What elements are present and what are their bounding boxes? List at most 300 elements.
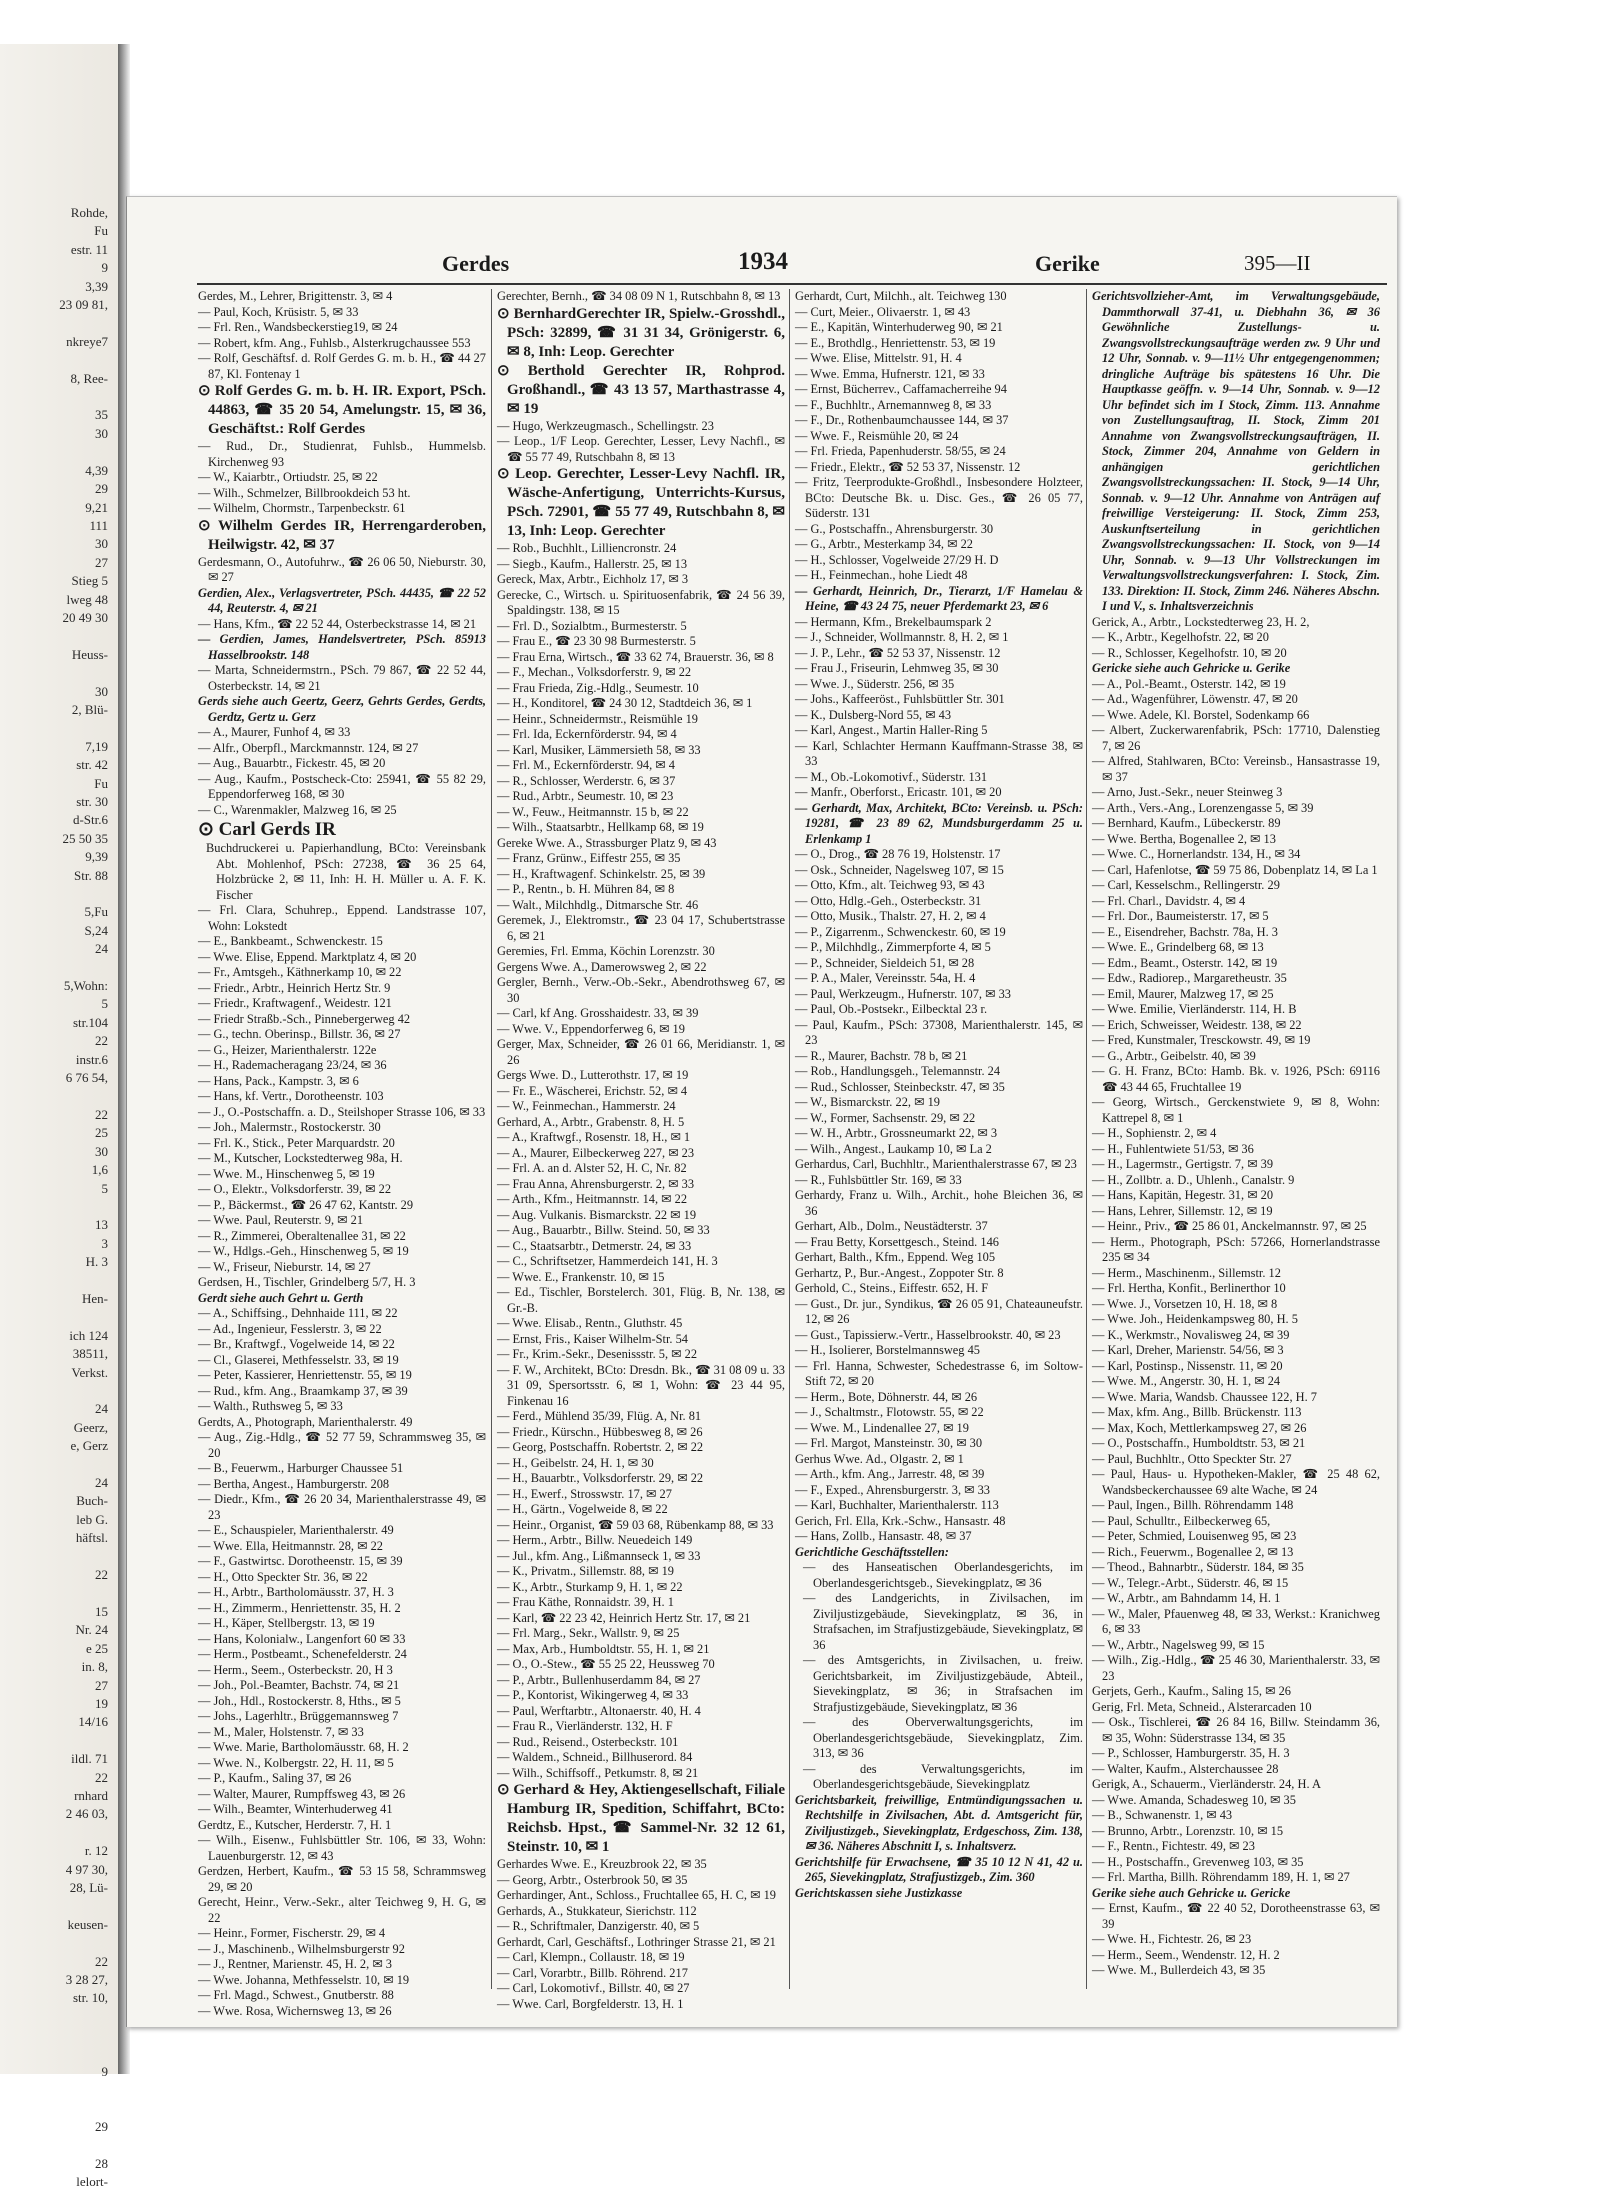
left-page-fragment: Hen- (82, 1290, 108, 1306)
directory-entry: — Friedr., Kürschn., Hübbesweg 8, ✉ 26 (497, 1424, 703, 1439)
directory-entry: — Alfr., Oberpfl., Marckmannstr. 124, ✉ 27 (198, 740, 419, 755)
directory-entry: — Bertha, Angest., Hamburgerstr. 208 (198, 1476, 390, 1491)
directory-page (126, 196, 1397, 2027)
directory-entry: — Fr., Krim.-Sekr., Desenissstr. 5, ✉ 22 (497, 1347, 698, 1361)
directory-entry: — P. A., Maler, Vereinsstr. 54a, H. 4 (795, 971, 976, 985)
directory-entry: — W., Bismarckstr. 22, ✉ 19 (795, 1095, 940, 1109)
directory-entry: — Ferd., Mühlend 35/39, Flüg. A, Nr. 81 (497, 1409, 702, 1423)
directory-entry: Gereck, Max, Arbtr., Eichholz 17, ✉ 3 (497, 572, 689, 586)
left-page-fragment: 3,39 (85, 278, 108, 294)
directory-entry: — Heinr., Former, Fischerstr. 29, ✉ 4 (198, 1926, 386, 1940)
directory-entry: — Wwe. Johanna, Methfesselstr. 10, ✉ 19 (198, 1972, 410, 1987)
directory-entry: ⊙ Wilhelm Gerdes IR, Herrengarderoben, Heilwigstr. 42, ✉ 37 (198, 517, 486, 553)
left-page-fragment: 13 (95, 1217, 108, 1233)
directory-entry: — Edw., Radiorep., Margaretheustr. 35 (1092, 971, 1287, 985)
directory-entry: — Rich., Feuerwm., Bogenallee 2, ✉ 13 (1092, 1544, 1294, 1559)
directory-entry: — G., Postschaffn., Ahrensburgerstr. 30 (795, 521, 994, 536)
directory-entry: — Wwe. Joh., Heidenkampsweg 80, H. 5 (1092, 1312, 1298, 1326)
left-page-fragment: 5 (101, 996, 108, 1012)
directory-entry: Buchdruckerei u. Papierhandlung, BCto: Vereinsbank Abt. Mohlenhof, PSch: 27238, ☎ 36 25 64, Holzbrücke 2, ✉ 11, Inh: H. H. Müller u. A. F. K. Fischer (206, 841, 486, 902)
directory-entry: — Wwe. Emma, Hufnerstr. 121, ✉ 33 (795, 366, 985, 381)
directory-entry: — Franz, Grünw., Eiffestr 255, ✉ 35 (497, 851, 681, 865)
directory-entry: — A., Schiffsing., Dehnhaide 111, ✉ 22 (198, 1306, 398, 1320)
directory-entry: — Emil, Maurer, Malzweg 17, ✉ 25 (1092, 986, 1274, 1001)
directory-entry: — Aug., Kaufm., Postscheck-Cto: 25941, ☎ 55 82 29, Eppendorferweg 168, ✉ 30 (198, 771, 486, 801)
directory-entry: — R., Schriftmaler, Danzigerstr. 40, ✉ 5 (497, 1919, 700, 1933)
directory-entry: Gerhards, A., Stukkateur, Sierichstr. 112 (497, 1903, 697, 1918)
directory-entry: — H., Konditorel, ☎ 24 30 12, Stadtdeich 36, ✉ 1 (497, 696, 753, 710)
left-page-fragment: 22 (95, 1567, 108, 1583)
directory-entry: — Carl, Hafenlotse, ☎ 59 75 86, Dobenplatz 14, ✉ La 1 (1092, 862, 1378, 877)
directory-entry: — Wwe. Adele, Kl. Borstel, Sodenkamp 66 (1092, 707, 1310, 722)
directory-entry: — Heinr., Priv., ☎ 25 86 01, Anckelmannstr. 97, ✉ 25 (1092, 1219, 1367, 1233)
directory-entry: — Friedr., Elektr., ☎ 52 53 37, Nissenstr. 12 (795, 459, 1021, 474)
directory-entry: — Rud., kfm. Ang., Braamkamp 37, ✉ 39 (198, 1383, 408, 1398)
directory-entry: — Wwe. Amanda, Schadesweg 10, ✉ 35 (1092, 1792, 1296, 1807)
directory-entry: — Frau Anna, Ahrensburgerstr. 2, ✉ 33 (497, 1176, 695, 1191)
directory-entry: — Frl. Hertha, Konfit., Berlinerthor 10 (1092, 1281, 1286, 1295)
directory-entry: — Wwe. Marie, Bartholomäusstr. 68, H. 2 (198, 1740, 409, 1754)
directory-entry: — K., Werkmstr., Novalisweg 24, ✉ 39 (1092, 1327, 1290, 1342)
directory-entry: — Frl. Margot, Mansteinstr. 30, ✉ 30 (795, 1436, 983, 1450)
directory-entry: — Paul, Buchhltr., Otto Speckter Str. 27 (1092, 1451, 1292, 1466)
left-page-fragment: Nr. 24 (75, 1622, 108, 1638)
directory-entry: — Marta, Schneidermstrn., PSch. 79 867, ☎ 22 52 44, Osterbeckstr. 14, ✉ 21 (198, 663, 486, 693)
directory-entry: ⊙ Berthold Gerechter IR, Rohprod. Großhandl., ☎ 43 13 57, Marthastrasse 4, ✉ 19 (497, 362, 785, 417)
directory-entry: Gerhardus, Carl, Buchhltr., Marienthalerstrasse 67, ✉ 23 (795, 1157, 1077, 1171)
left-page-fragment: 25 50 35 (62, 830, 108, 846)
directory-entry: — Wwe. Elisab., Rentn., Gluthstr. 45 (497, 1316, 683, 1330)
directory-entry: — Joh., Pol.-Beamter, Bachstr. 74, ✉ 21 (198, 1678, 400, 1692)
directory-entry: — H., Ewerf., Strosswstr. 17, ✉ 27 (497, 1486, 672, 1501)
left-page-fragment: 2 46 03, (65, 1806, 108, 1822)
directory-entry: — Manfr., Oberforst., Ericastr. 101, ✉ 20 (795, 785, 1002, 799)
directory-entry: — Wwe. Ella, Heitmannstr. 28, ✉ 22 (198, 1538, 383, 1553)
directory-entry: — H., Sophienstr. 2, ✉ 4 (1092, 1126, 1217, 1140)
directory-entry: — C., Staatsarbtr., Detmerstr. 24, ✉ 33 (497, 1238, 692, 1253)
directory-entry: — Carl, kf Ang. Grosshaidestr. 33, ✉ 39 (497, 1006, 699, 1020)
directory-entry: — Rud., Dr., Studienrat, Fuhlsb., Hummelsb. Kirchenweg 93 (198, 439, 486, 469)
directory-entry: — M., Maler, Holstenstr. 7, ✉ 33 (198, 1724, 364, 1739)
directory-entry: — O., O.-Stew., ☎ 55 25 22, Heussweg 70 (497, 1657, 715, 1671)
directory-entry: Gerhart, Balth., Kfm., Eppend. Weg 105 (795, 1250, 996, 1264)
left-page-fragment (0, 1732, 118, 1750)
left-page-fragment (0, 1934, 118, 1952)
directory-entry: — Karl, ☎ 22 23 42, Heinrich Hertz Str. 17, ✉ 21 (497, 1610, 751, 1625)
directory-entry: — Jul., kfm. Ang., Lißmannseck 1, ✉ 33 (497, 1548, 701, 1563)
left-page-fragment: 29 (95, 2119, 108, 2135)
directory-entry: — Wwe. J., Vorsetzen 10, H. 18, ✉ 8 (1092, 1296, 1278, 1311)
directory-entry: — Frl. D., Sozialbtm., Burmesterstr. 5 (497, 618, 687, 633)
directory-entry: — Frau Betty, Korsettgesch., Steind. 146 (795, 1234, 999, 1249)
directory-entry: — Joh., Hdl., Rostockerstr. 8, Hths., ✉ 5 (198, 1693, 401, 1708)
directory-entry: Gerhartz, P., Bur.-Angest., Zoppoter Str. 8 (795, 1265, 1004, 1280)
directory-entry: Gerhard, A., Arbtr., Grabenstr. 8, H. 5 (497, 1114, 685, 1129)
directory-entry: — Rob., Buchhlt., Lilliencronstr. 24 (497, 541, 677, 555)
directory-entry: — G., Arbtr., Mesterkamp 34, ✉ 22 (795, 537, 973, 551)
directory-entry: — Bernhard, Kaufm., Lübeckerstr. 89 (1092, 816, 1281, 830)
directory-entry: — Arth., Vers.-Ang., Lorenzengasse 5, ✉ 39 (1092, 800, 1314, 815)
directory-entry: — Herm., Seem., Osterbeckstr. 20, H 3 (198, 1662, 393, 1677)
directory-entry: — O., Drog., ☎ 28 76 19, Holstenstr. 17 (795, 847, 1001, 861)
directory-entry: — Osk., Schneider, Nagelsweg 107, ✉ 15 (795, 862, 1004, 877)
directory-entry: — Frl. Marg., Sekr., Wallstr. 9, ✉ 25 (497, 1626, 680, 1640)
directory-entry: Gerdzen, Herbert, Kaufm., ☎ 53 15 58, Schrammsweg 29, ✉ 20 (198, 1864, 486, 1894)
directory-entry: — Aug., Zig.-Hdlg., ☎ 52 77 59, Schrammsweg 35, ✉ 20 (198, 1430, 486, 1460)
directory-entry: — P., Kontorist, Wikingerweg 4, ✉ 33 (497, 1688, 689, 1702)
left-page-fragment (0, 2008, 118, 2026)
directory-entry: — Ad., Ingenieur, Fesslerstr. 3, ✉ 22 (198, 1321, 382, 1336)
directory-entry: — Herm., Bote, Döhnerstr. 44, ✉ 26 (795, 1389, 978, 1404)
directory-entry: — O., Postschaffn., Humboldtstr. 53, ✉ 21 (1092, 1436, 1306, 1450)
directory-entry: Gerichtliche Geschäftsstellen: (795, 1544, 949, 1559)
left-page-fragment: 38511, (72, 1346, 108, 1362)
directory-entry: — R., Zimmerei, Oberaltenallee 31, ✉ 22 (198, 1228, 406, 1243)
directory-entry: — Hans, Pack., Kampstr. 3, ✉ 6 (198, 1073, 359, 1088)
left-page-fragment: rnhard (74, 1787, 108, 1803)
directory-entry: — E., Kapitän, Winterhuderweg 90, ✉ 21 (795, 320, 1003, 334)
directory-entry: — Frl. Charl., Davidstr. 4, ✉ 4 (1092, 893, 1246, 908)
directory-entry: — Arth., kfm. Ang., Jarrestr. 48, ✉ 39 (795, 1467, 985, 1481)
directory-entry: — Rolf, Geschäftsf. d. Rolf Gerdes G. m. b. H., ☎ 44 27 87, Kl. Fontenay 1 (198, 351, 486, 381)
left-page-fragment: 5,Wohn: (63, 978, 108, 994)
directory-entry: — Peter, Kassierer, Henriettenstr. 55, ✉ 19 (198, 1368, 412, 1382)
left-page-fragment: 28, Lü- (69, 1879, 108, 1895)
page-number: 395—II (1244, 251, 1311, 275)
directory-entry: Gergens Wwe. A., Damerowsweg 2, ✉ 22 (497, 959, 707, 974)
left-page-fragment: 4 97 30, (65, 1861, 108, 1877)
left-page-fragment (0, 1584, 118, 1602)
directory-entry: — J., Schneider, Wollmannstr. 8, H. 2, ✉ 1 (795, 630, 1009, 644)
directory-entry: — W., Feuw., Heitmannstr. 15 b, ✉ 22 (497, 804, 689, 819)
directory-entry: — W., Feinmechan., Hammerstr. 24 (497, 1099, 676, 1113)
directory-entry: — Frau E., ☎ 23 30 98 Burmesterstr. 5 (497, 634, 696, 648)
directory-entry: — Wwe. E., Frankenstr. 10, ✉ 15 (497, 1269, 665, 1284)
left-page-fragment: str. 42 (76, 757, 108, 773)
directory-entry: — Frl. K., Stick., Peter Marquardstr. 20 (198, 1135, 395, 1150)
directory-entry: — H., Feinmechan., hohe Liedt 48 (795, 568, 968, 582)
left-page-fragment (0, 664, 118, 682)
directory-entry: — H., Bauarbtr., Volksdorferstr. 29, ✉ 22 (497, 1471, 704, 1485)
directory-entry: — Brunno, Arbtr., Lorenzstr. 10, ✉ 15 (1092, 1823, 1284, 1838)
directory-entry: — F., Dr., Rothenbaumchaussee 144, ✉ 37 (795, 413, 1009, 427)
left-page-fragment: 22 (95, 1106, 108, 1122)
directory-entry: Gerdtz, E., Kutscher, Herderstr. 7, H. 1 (198, 1817, 392, 1832)
directory-entry: — des Hanseatischen Oberlandesgerichts, im Oberlandesgerichtsgeb., Sievekingplatz, ✉ 36 (803, 1560, 1083, 1590)
directory-entry: — Frl. A. an d. Alster 52, H. C, Nr. 82 (497, 1161, 687, 1175)
directory-entry: — Frl. Ren., Wandsbeckerstieg19, ✉ 24 (198, 320, 398, 334)
directory-entry: — Wwe. M., Bullerdeich 43, ✉ 35 (1092, 1963, 1266, 1977)
directory-entry: — des Amtsgerichts, in Zivilsachen, u. freiw. Gerichtsbarkeit, im Ziviljustizgebäude, Abteil., Sievekingplatz, ✉ 36; in Strafsachen im Strafjustizgebäude, Sievekingplatz, ✉ 36 (803, 1653, 1083, 1714)
left-page-fragment (0, 2026, 118, 2044)
directory-entry: — Wwe. F., Reismühle 20, ✉ 24 (795, 428, 959, 443)
directory-entry: — F., Rentn., Fichtestr. 49, ✉ 23 (1092, 1839, 1255, 1853)
left-page-fragment: e 25 (85, 1640, 108, 1656)
directory-entry: — Curt, Meier., Olivaerstr. 1, ✉ 43 (795, 304, 971, 319)
left-page-fragment: 35 (95, 407, 108, 423)
adjacent-left-page (0, 44, 120, 2190)
left-page-fragment: 19 (95, 1695, 108, 1711)
directory-entry: — Aug., Bauarbtr., Fickestr. 45, ✉ 20 (198, 756, 386, 770)
directory-entry: Gerigk, A., Schauerm., Vierländerstr. 24, H. A (1092, 1777, 1321, 1791)
left-page-fragment (0, 627, 118, 645)
directory-entry: — Hans, kf. Vertr., Dorotheenstr. 103 (198, 1089, 384, 1103)
left-page-fragment: 4,39 (85, 462, 108, 478)
directory-entry: — Otto, Musik., Thalstr. 27, H. 2, ✉ 4 (795, 909, 986, 923)
directory-entry: Gerich, Frl. Ella, Krk.-Schw., Hansastr. 48 (795, 1513, 1006, 1528)
directory-entry: — R., Schlosser, Werderstr. 6, ✉ 37 (497, 773, 676, 788)
directory-entry: — Herm., Seem., Wendenstr. 12, H. 2 (1092, 1947, 1280, 1962)
directory-entry: Gerhardes Wwe. E., Kreuzbrook 22, ✉ 35 (497, 1857, 707, 1871)
directory-entry: — Aug., Bauarbtr., Billw. Steind. 50, ✉ 33 (497, 1223, 710, 1237)
left-page-fragment: 9 (101, 260, 108, 276)
directory-entry: — K., Arbtr., Sturkamp 9, H. 1, ✉ 22 (497, 1579, 683, 1594)
left-page-fragment: r. 12 (84, 1843, 108, 1859)
left-page-fragment: 24 (95, 1401, 108, 1417)
directory-entry: — W., Maler, Pfauenweg 48, ✉ 33, Werkst.: Kranichweg 6, ✉ 33 (1092, 1606, 1380, 1636)
left-page-fragment: 27 (95, 1677, 108, 1693)
directory-entry: — Osk., Tischlerei, ☎ 26 84 16, Billw. Steindamm 36, ✉ 35, Wohn: Süderstrasse 134, ✉ 35 (1092, 1715, 1380, 1745)
directory-entry: Gerichtsvollzieher-Amt, im Verwaltungsgebäude, Dammthorwall 37-41, u. Diebhahn 36, ✉ 36 Gewöhnliche Zustellungs- u. Zwangsvollstreckungsaufträge werden zw. 9 Uhr und 12 Uhr, Sonnab. v. 9—11½ Uhr entgegengenommen; dringliche Aufträge bis spätestens 16 Uhr. Die Hauptkasse geöffn. v. 9—14 Uhr, Sonnab. v. 9—12 Uhr befindet sich im I Stock, Zimm. 113. Annahme von Zustellungsauftrag, II. Stock, Zimm 201 Annahme von Zwangsvollstreckungsaufträgen, II. Stock, Zimmer 204, Annahme von Geldern in anhängigen gerichtlichen Zwangsvollstreckungssachen: II. Stock, 9—14 Uhr, Sonnab. v. 9—12 Uhr. Annahme von Anträgen auf freiwillige Versteigerung: II. Stock, Zimm 253, Auskunftserteilung in gerichtlichen Zwangsvollstreckungssachen: II. Stock, von 9—14 Uhr, Sonnab. v. 9—13 Uhr Vollstreckungen im Verwaltungsvollstreckungsverfahren: I. Stock, Zim. 133. Direktion: II. Stock, Zimm 246. Näheres Abschn. I und V., s. Inhaltsverzeichnis (1092, 289, 1380, 613)
left-page-fragment (0, 1824, 118, 1842)
directory-entry: — W., Hdlgs.-Geh., Hinschenweg 5, ✉ 19 (198, 1244, 409, 1258)
left-page-fragment: 25 (95, 1125, 108, 1141)
left-page-fragment: 24 (95, 941, 108, 957)
left-page-fragment (0, 1308, 118, 1326)
left-page-fragment: Buch- (76, 1493, 108, 1509)
directory-entry: — Georg, Wirtsch., Gerckenstwiete 9, ✉ 8, Wohn: Kattrepel 8, ✉ 1 (1092, 1095, 1380, 1125)
directory-entry: ⊙ Leop. Gerechter, Lesser-Levy Nachfl. IR, Wäsche-Anfertigung, Unterrichts-Kursus, PSch. 72901, ☎ 55 77 49, Rutschbahn 8, ✉ 13, Inh: Leop. Gerechter (497, 466, 785, 539)
left-page-fragment (0, 885, 118, 903)
left-page-fragment: 22 (95, 1769, 108, 1785)
left-page-fragment: 15 (95, 1603, 108, 1619)
left-page-fragment: 14/16 (78, 1714, 108, 1730)
directory-entry: — Frau R., Vierländerstr. 132, H. F (497, 1719, 673, 1733)
left-page-fragment: Fu (94, 223, 108, 239)
header-year: 1934 (738, 248, 788, 275)
directory-entry: — J., Schaltmstr., Flotowstr. 55, ✉ 22 (795, 1405, 984, 1419)
left-page-fragment: 28 (95, 2156, 108, 2172)
directory-entry: — des Landgerichts, in Zivilsachen, im Ziviljustizgebäude, Sievekingplatz, ✉ 36, in Strafsachen, im Strafjustizgebäude, Sievekingplatz, ✉ 36 (803, 1591, 1083, 1652)
directory-entry: — Frl. Ida, Eckernförderstr. 94, ✉ 4 (497, 727, 677, 741)
left-page-fragment: 9,21 (85, 499, 108, 515)
directory-entry: — H., Otto Speckter Str. 36, ✉ 22 (198, 1569, 368, 1584)
directory-entry: — M., Kutscher, Lockstedterweg 98a, H. (198, 1151, 403, 1165)
left-page-fragment: leb G. (76, 1511, 108, 1527)
directory-entry: — Friedr Straßb.-Sch., Pinnebergerweg 42 (198, 1011, 411, 1026)
directory-entry: Gerger, Max, Schneider, ☎ 26 01 66, Meridianstr. 1, ✉ 26 (497, 1037, 785, 1067)
left-page-fragment (0, 351, 118, 369)
directory-entry: ⊙ Rolf Gerdes G. m. b. H. IR. Export, PSch. 44863, ☎ 35 20 54, Amelungstr. 15, ✉ 36, Geschäftst.: Rolf Gerdes (198, 383, 486, 437)
directory-entry: — Wwe. Maria, Wandsb. Chaussee 122, H. 7 (1092, 1389, 1317, 1404)
directory-entry: — H., Schlosser, Vogelweide 27/29 H. D (795, 552, 999, 567)
directory-entry: — W., Friseur, Nieburstr. 14, ✉ 27 (198, 1259, 371, 1274)
directory-column-4 (1092, 289, 1380, 1989)
header-first-entry: Gerdes (442, 251, 510, 276)
directory-entry: Gerhardt, Carl, Geschäftsf., Lothringer Strasse 21, ✉ 21 (497, 1934, 776, 1949)
directory-entry: — Wwe. J., Süderstr. 256, ✉ 35 (795, 676, 955, 691)
directory-entry: — Carl, Lokomotivf., Billstr. 40, ✉ 27 (497, 1981, 690, 1995)
directory-entry: — J. P., Lehr., ☎ 52 53 37, Nissenstr. 12 (795, 645, 1001, 660)
directory-entry: — Hans, Zollb., Hansastr. 48, ✉ 37 (795, 1529, 972, 1543)
directory-entry: — Diedr., Kfm., ☎ 26 20 34, Marienthalerstrasse 49, ✉ 23 (198, 1492, 486, 1522)
left-page-fragment (0, 2100, 118, 2118)
directory-entry: — Ad., Wagenführer, Löwenstr. 47, ✉ 20 (1092, 692, 1298, 706)
directory-entry: — Gerdien, James, Handelsvertreter, PSch. 85913 Hasselbrookstr. 148 (198, 632, 486, 662)
directory-entry: — P., Schlosser, Hamburgerstr. 35, H. 3 (1092, 1746, 1290, 1760)
directory-entry: — Johs., Lagerhltr., Brüggemannsweg 7 (198, 1709, 399, 1723)
directory-entry: — Frau J., Friseurin, Lehmweg 35, ✉ 30 (795, 661, 999, 675)
directory-entry: — K., Arbtr., Kegelhofstr. 22, ✉ 20 (1092, 630, 1269, 644)
left-page-fragment: lelort- (76, 2174, 108, 2190)
directory-entry: — Br., Kraftwgf., Vogelweide 14, ✉ 22 (198, 1337, 395, 1351)
left-page-fragment: keusen- (67, 1916, 108, 1932)
directory-entry: — J., O.-Postschaffn. a. D., Steilshoper Strasse 106, ✉ 33 (198, 1104, 486, 1119)
directory-entry: Gerecht, Heinr., Verw.-Sekr., alter Teichweg 9, H. G, ✉ 22 (198, 1895, 486, 1925)
directory-entry: — Albert, Zuckerwarenfabrik, PSch: 17710, Dalenstieg 7, ✉ 26 (1092, 723, 1380, 753)
left-page-fragment: 6 76 54, (65, 1070, 108, 1086)
left-page-fragment: e, Gerz (70, 1438, 108, 1454)
directory-entry: — Rud., Schlosser, Steinbeckstr. 47, ✉ 35 (795, 1079, 1005, 1094)
directory-entry: — Alfred, Stahlwaren, BCto: Vereinsb., Hansastrasse 19, ✉ 37 (1092, 754, 1380, 784)
directory-entry: — E., Eisendreher, Bachstr. 78a, H. 3 (1092, 924, 1279, 939)
left-page-fragment (0, 719, 118, 737)
directory-column-3 (795, 289, 1083, 1989)
directory-entry: — Karl, Buchhalter, Marienthalerstr. 113 (795, 1498, 999, 1512)
directory-entry: Gerds siehe auch Geertz, Geerz, Gehrts Gerdes, Gerdts, Gerdtz, Gertz u. Gerz (198, 694, 486, 724)
directory-entry: — C., Schriftsetzer, Hammerdeich 141, H. 3 (497, 1254, 718, 1268)
directory-entry: — Herm., Photograph, PSch: 57266, Hornerlandstrasse 235 ✉ 34 (1092, 1234, 1380, 1264)
left-page-fragment: ich 124 (69, 1327, 108, 1343)
directory-entry: — H., Kraftwagenf. Schinkelstr. 25, ✉ 39 (497, 866, 706, 881)
directory-entry: — Wwe. H., Fichtestr. 26, ✉ 23 (1092, 1932, 1252, 1946)
left-page-fragment: lweg 48 (66, 591, 108, 607)
directory-entry: — Gust., Tapissierw.-Vertr., Hasselbrookstr. 40, ✉ 23 (795, 1327, 1061, 1342)
left-page-fragment (0, 2081, 118, 2099)
directory-entry: — Paul, Schulltr., Eilbeckerweg 65, (1092, 1513, 1271, 1528)
directory-entry: — Paul, Kaufm., PSch: 37308, Marienthalerstr. 145, ✉ 23 (795, 1017, 1083, 1047)
directory-entry: — H., Zollbtr. a. D., Uhlenh., Canalstr. 9 (1092, 1172, 1295, 1187)
directory-entry: Gerig, Frl. Meta, Schneid., Alsterarcaden 10 (1092, 1699, 1312, 1714)
directory-entry: — Wwe. M., Lindenallee 27, ✉ 19 (795, 1420, 969, 1435)
directory-entry: — P., Schneider, Sieldeich 51, ✉ 28 (795, 955, 975, 970)
directory-entry: — Herm., Postbeamt., Schenefelderstr. 24 (198, 1647, 407, 1661)
directory-entry: — Ernst, Fris., Kaiser Wilhelm-Str. 54 (497, 1331, 688, 1346)
directory-entry: — H., Isolierer, Borstelmannsweg 45 (795, 1343, 980, 1357)
directory-entry: — A., Pol.-Beamt., Osterstr. 142, ✉ 19 (1092, 676, 1286, 691)
directory-entry: — Ernst, Kaufm., ☎ 22 40 52, Dorotheenstrasse 63, ✉ 39 (1092, 1901, 1380, 1931)
left-page-fragment: 8, Ree- (70, 370, 108, 386)
directory-entry: — Gerhardt, Max, Architekt, BCto: Vereinsb. u. PSch: 19281, ☎ 23 89 62, Mundsburgerdamm 25 u. Erlenkamp 1 (795, 800, 1083, 846)
directory-entry: — Karl, Dreher, Marienstr. 54/56, ✉ 3 (1092, 1343, 1284, 1357)
directory-entry: — H., Fuhlentwiete 51/53, ✉ 36 (1092, 1141, 1254, 1156)
directory-entry: — Rud., Reisend., Osterbeckstr. 101 (497, 1734, 679, 1749)
directory-entry: — Ed., Tischler, Borstelerch. 301, Flüg. B, Nr. 138, ✉ Gr.-B. (497, 1285, 785, 1315)
directory-entry: — P., Kaufm., Saling 37, ✉ 26 (198, 1771, 352, 1785)
directory-entry: — Frl. Clara, Schuhrep., Eppend. Landstrasse 107, Wohn: Lokstedt (198, 903, 486, 933)
directory-column-2 (497, 289, 785, 2011)
directory-entry: — G., Arbtr., Geibelstr. 40, ✉ 39 (1092, 1048, 1256, 1063)
directory-entry: Gerdsen, H., Tischler, Grindelberg 5/7, H. 3 (198, 1275, 416, 1289)
directory-entry: — Carl, Kesselschm., Rellingerstr. 29 (1092, 878, 1280, 892)
directory-entry: — E., Schauspieler, Marienthalerstr. 49 (198, 1523, 394, 1537)
column-divider (1086, 289, 1087, 1989)
left-page-fragment (0, 1272, 118, 1290)
left-page-fragment: str. 30 (76, 794, 108, 809)
left-page-fragment: 9,39 (85, 849, 108, 865)
left-page-fragment (0, 1456, 118, 1474)
left-page-fragment: Verkst. (71, 1364, 108, 1380)
directory-entry: — H., Geibelstr. 24, H. 1, ✉ 30 (497, 1455, 654, 1470)
left-page-fragment: 27 (95, 554, 108, 570)
left-page-fragment: 7,19 (85, 738, 108, 754)
directory-entry: — W., Telegr.-Arbt., Süderstr. 46, ✉ 15 (1092, 1575, 1289, 1590)
directory-entry: — P., Zigarrenm., Schwenckestr. 60, ✉ 19 (795, 924, 1006, 939)
directory-entry: — Hugo, Werkzeugmasch., Schellingstr. 23 (497, 418, 714, 433)
directory-entry: — Paul, Koch, Krüsistr. 5, ✉ 33 (198, 304, 359, 319)
directory-entry: Gereke Wwe. A., Strassburger Platz 9, ✉ 43 (497, 835, 717, 850)
directory-entry: — P., Rentn., b. H. Mühren 84, ✉ 8 (497, 882, 675, 896)
left-page-fragment (0, 2045, 118, 2063)
left-page-fragment: Str. 88 (74, 867, 108, 883)
directory-entry: — H., Käper, Stellbergstr. 13, ✉ 19 (198, 1616, 375, 1630)
directory-entry: Gerhart, Alb., Dolm., Neustädterstr. 37 (795, 1219, 988, 1233)
directory-entry: — Frl. Dor., Baumeisterstr. 17, ✉ 5 (1092, 909, 1269, 923)
directory-entry: ⊙ Carl Gerds IR (198, 819, 336, 840)
directory-entry: — Herm., Maschinenm., Sillemstr. 12 (1092, 1265, 1281, 1280)
directory-entry: — Ernst, Bücherrev., Caffamacherreihe 94 (795, 382, 1007, 396)
directory-entry: Gerhus Wwe. Ad., Olgastr. 2, ✉ 1 (795, 1451, 964, 1466)
left-page-fragment: estr. 11 (70, 241, 108, 257)
directory-entry: — Karl, Schlachter Hermann Kauffmann-Strasse 38, ✉ 33 (795, 738, 1083, 768)
directory-entry: — Wilh., Staatsarbtr., Hellkamp 68, ✉ 19 (497, 820, 704, 834)
directory-entry: — Hans, Lehrer, Sillemstr. 12, ✉ 19 (1092, 1203, 1273, 1218)
left-page-fragment: d-Str.6 (72, 812, 108, 828)
directory-entry: Gerdesmann, O., Autofuhrw., ☎ 26 06 50, Nieburstr. 30, ✉ 27 (198, 554, 486, 584)
directory-entry: — H., Arbtr., Bartholomäusstr. 37, H. 3 (198, 1585, 394, 1599)
directory-entry: — Wilh., Schmelzer, Billbrookdeich 53 ht. (198, 485, 411, 500)
directory-entry: — K., Dulsberg-Nord 55, ✉ 43 (795, 707, 952, 722)
directory-entry: — Robert, kfm. Ang., Fuhlsb., Alsterkrugchaussee 553 (198, 335, 471, 350)
directory-entry: — Peter, Schmied, Louisenweg 95, ✉ 23 (1092, 1529, 1297, 1543)
directory-entry: Geremies, Frl. Emma, Köchin Lorenzstr. 30 (497, 944, 715, 958)
directory-entry: — Erich, Schweisser, Weidestr. 138, ✉ 22 (1092, 1017, 1302, 1032)
directory-entry: — Wwe. Elise, Mittelstr. 91, H. 4 (795, 351, 962, 365)
directory-entry: — Walth., Ruthsweg 5, ✉ 33 (198, 1399, 343, 1413)
left-page-fragment (0, 314, 118, 332)
directory-entry: — Hermann, Kfm., Brekelbaumspark 2 (795, 614, 992, 629)
left-page-fragment: Fu (94, 775, 108, 791)
directory-entry: — Hans, Kolonialw., Langenfort 60 ✉ 33 (198, 1631, 406, 1646)
left-page-fragment: 30 (95, 536, 108, 552)
left-page-fragment (0, 1897, 118, 1915)
directory-entry: — Gerhardt, Heinrich, Dr., Tierarzt, 1/F Hamelau & Heine, ☎ 43 24 75, neuer Pferdemarkt 23, ✉ 6 (795, 583, 1083, 613)
directory-entry: Gerick, A., Arbtr., Lockstedterweg 23, H. 2, (1092, 614, 1310, 629)
directory-entry: — Frl. M., Eckernförderstr. 94, ✉ 4 (497, 758, 675, 772)
directory-entry: Gerichtsbarkeit, freiwillige, Entmündigungssachen u. Rechtshilfe in Zivilsachen, Abt. d. Amtsgericht für, Ziviljustizgeb., Sievekingplatz, Erdgeschoss, Zim. 138, ✉ 36. Näheres Abschnitt I, s. Inhaltsverz. (795, 1792, 1083, 1853)
directory-entry: — Frau Käthe, Ronnaidstr. 39, H. 1 (497, 1595, 674, 1609)
directory-entry: — Cl., Glaserei, Methfesselstr. 33, ✉ 19 (198, 1352, 399, 1367)
left-page-fragment (0, 388, 118, 406)
directory-entry: — Wwe. Paul, Reuterstr. 9, ✉ 21 (198, 1213, 364, 1227)
directory-entry: — H., Rademacheragang 23/24, ✉ 36 (198, 1058, 387, 1072)
directory-entry: — Max, Arb., Humboldtstr. 55, H. 1, ✉ 21 (497, 1641, 710, 1656)
header-last-entry: Gerike (1035, 251, 1100, 276)
directory-entry: — W., Kaiarbtr., Ortiudstr. 25, ✉ 22 (198, 470, 378, 484)
directory-entry: — Wwe. Carl, Borgfelderstr. 13, H. 1 (497, 1996, 684, 2011)
directory-entry: Gericke siehe auch Gehricke u. Gerike (1092, 661, 1291, 675)
directory-entry: — W. H., Arbtr., Grossneumarkt 22, ✉ 3 (795, 1126, 998, 1140)
